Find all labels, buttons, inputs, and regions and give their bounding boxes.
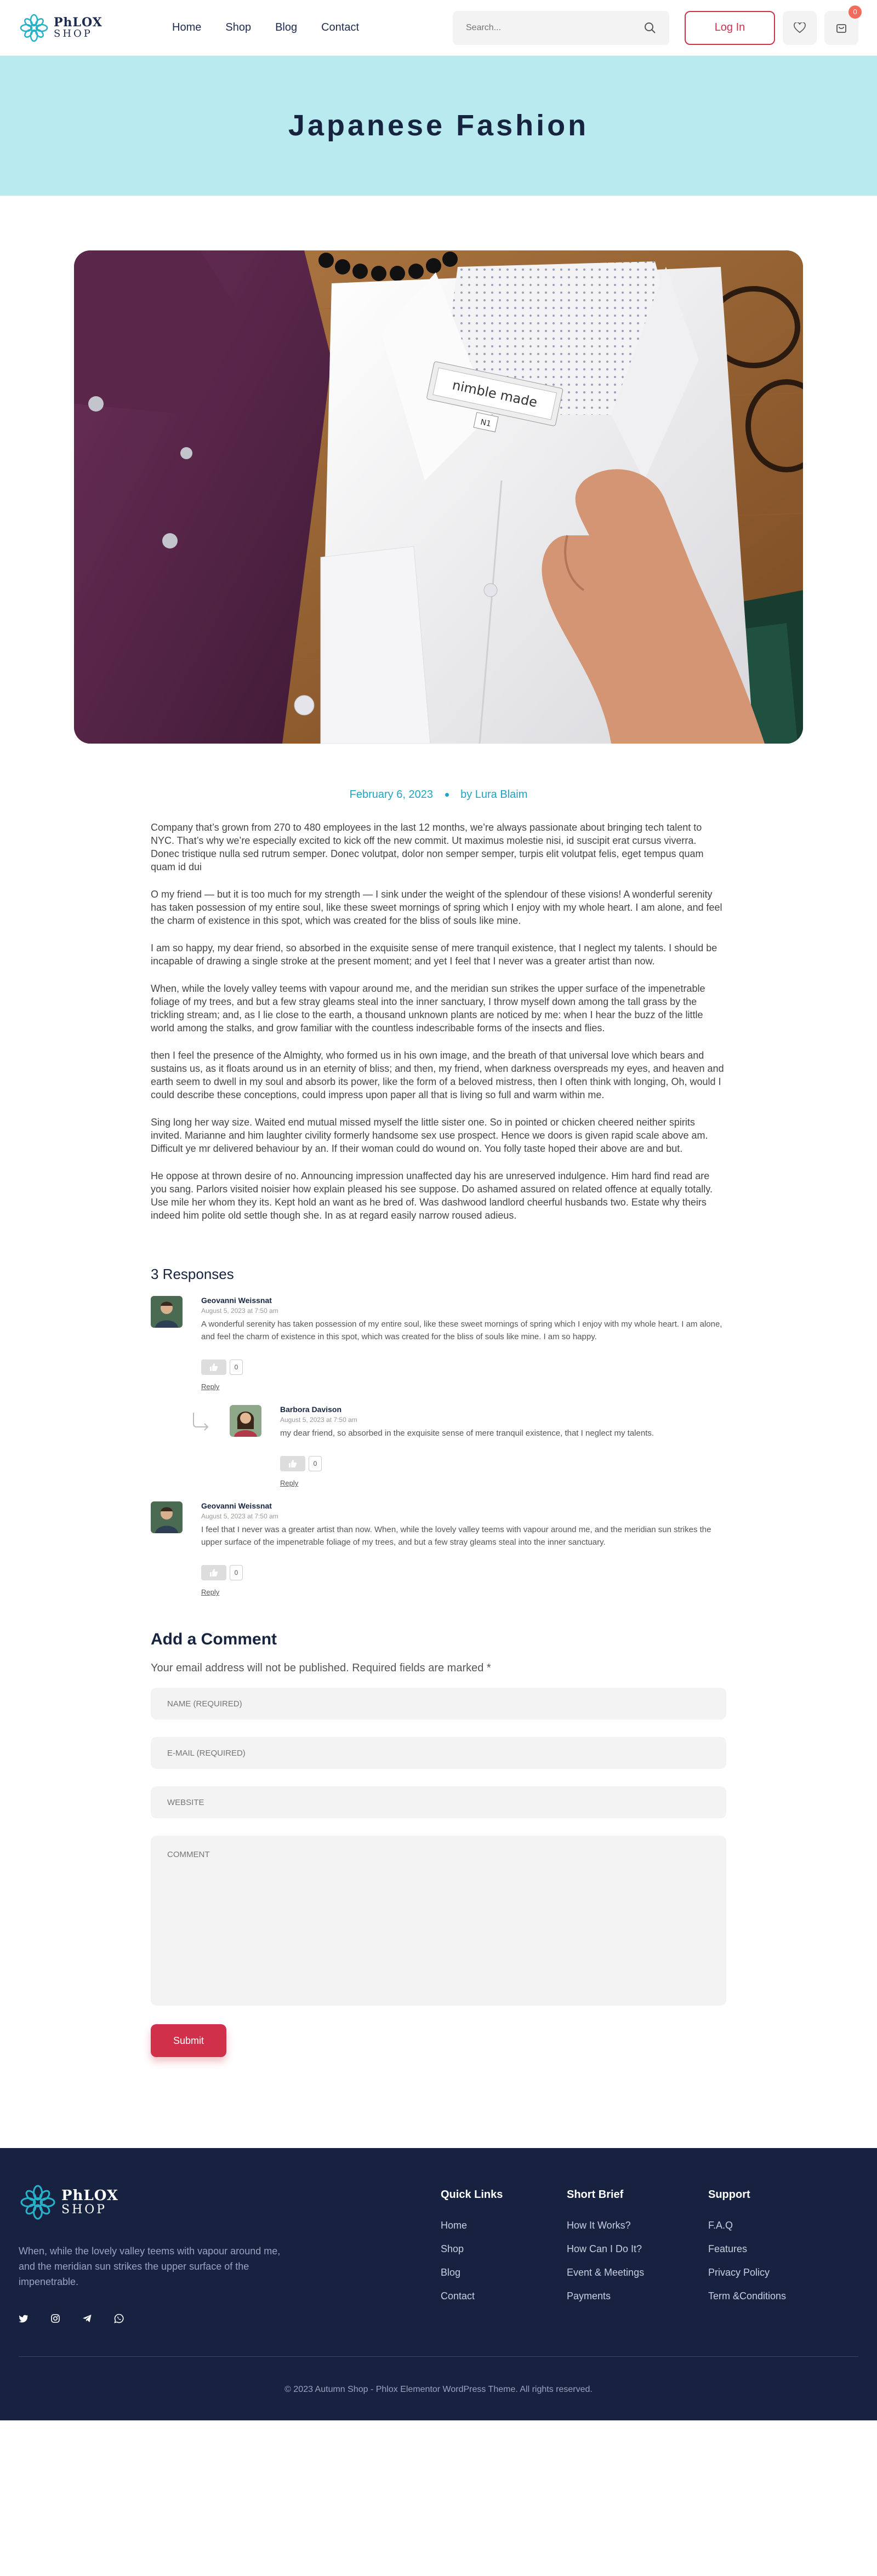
- website-field[interactable]: [151, 1786, 726, 1818]
- footer-divider: [19, 2356, 858, 2357]
- reply-arrow-icon: [189, 1410, 211, 1432]
- paragraph: then I feel the presence of the Almighty, who formed us in his own image, and the breath of that universal love which bears and sustains us, as it floats around us in an eternity of bliss; and then, my friend, when darkness overspreads my eyes, and heaven and earth seem to dwell in my soul and absorb its power, like the form of a beloved mistress, then I often think with longing, Oh, would I could describe these conceptions, could impress upon paper all that is living so full and warm within me.: [151, 1050, 724, 1100]
- header-actions: [453, 8, 858, 45]
- submit-button[interactable]: Submit: [151, 2024, 226, 2057]
- name-field[interactable]: [151, 1688, 726, 1720]
- footer-link-payments[interactable]: Payments: [567, 2291, 611, 2301]
- vote-count: 0: [309, 1456, 322, 1471]
- footer-link-events[interactable]: Event & Meetings: [567, 2267, 645, 2278]
- shirt-label-brand: nimble made: [451, 377, 539, 410]
- thumbs-up-icon: [209, 1568, 218, 1577]
- comments-section: [151, 1266, 726, 1597]
- footer-col-title: Short Brief: [567, 2189, 624, 2201]
- paragraph: I am so happy, my dear friend, so absorbed in the exquisite sense of mere tranquil existence, that I neglect my talents. I should be incapable of drawing a single stroke at the present moment; and yet I feel that I never was a greater artist than now.: [151, 943, 717, 967]
- social-links: [19, 2314, 298, 2323]
- nav-contact[interactable]: Contact: [321, 21, 360, 33]
- copyright-text: © 2023 Autumn Shop - Phlox Elementor WordPress Theme. All rights reserved.: [284, 2385, 593, 2394]
- post-content: [151, 821, 726, 1222]
- instagram-icon[interactable]: [50, 2314, 60, 2323]
- wishlist-button[interactable]: [783, 11, 817, 45]
- footer-logo-line1: PhLOX: [61, 2187, 119, 2204]
- cart-button[interactable]: [824, 8, 858, 45]
- meta-separator: [445, 793, 449, 797]
- nav-home[interactable]: Home: [172, 21, 202, 33]
- comment: [151, 1501, 726, 1597]
- footer-link-blog[interactable]: Blog: [441, 2267, 461, 2278]
- footer-link-home[interactable]: Home: [441, 2220, 468, 2231]
- reply-link[interactable]: Reply: [201, 1383, 220, 1391]
- footer-about-text: When, while the lovely valley teems with vapour around me, and the meridian sun strikes the upper surface of the impenetrable.: [19, 2246, 281, 2287]
- footer-link-shop[interactable]: Shop: [441, 2243, 464, 2254]
- reply-link[interactable]: Reply: [201, 1588, 220, 1596]
- comment-form: [151, 1630, 726, 2057]
- nav-shop[interactable]: Shop: [225, 21, 252, 33]
- comment-text: I feel that I never was a greater artist than now. When, while the lovely valley teems with vapour around me, and the meridian sun strikes the upper surface of the impenetrable foliage of my trees, and but a few stray gleams steal into the inner sanctuary.: [201, 1525, 711, 1547]
- page-hero: [0, 55, 877, 196]
- footer-link-terms[interactable]: Term &Conditions: [708, 2291, 787, 2301]
- reply-link[interactable]: Reply: [280, 1479, 299, 1487]
- comment-text: my dear friend, so absorbed in the exquisite sense of mere tranquil existence, that I neglect my talents.: [280, 1429, 654, 1438]
- logo-line2: SHOP: [54, 27, 93, 39]
- comment-field[interactable]: [151, 1836, 726, 2006]
- footer-quick-links: [441, 2189, 503, 2314]
- heart-icon: [794, 22, 806, 33]
- vote-count: 0: [230, 1360, 243, 1375]
- telegram-icon[interactable]: [82, 2314, 92, 2323]
- comment: [151, 1296, 726, 1392]
- form-heading: Add a Comment: [151, 1630, 277, 1648]
- footer-link-contact[interactable]: Contact: [441, 2291, 475, 2301]
- thumbs-up-icon: [209, 1363, 218, 1372]
- thumbs-up-icon: [288, 1459, 297, 1468]
- avatar: [151, 1501, 183, 1533]
- post-meta: [0, 789, 877, 801]
- avatar: [230, 1405, 261, 1437]
- search-icon[interactable]: [644, 22, 656, 34]
- comment-votes: [280, 1456, 726, 1471]
- footer-logo-text: [61, 2189, 118, 2216]
- footer-link-faq[interactable]: F.A.Q: [708, 2220, 733, 2231]
- paragraph: O my friend — but it is too much for my strength — I sink under the weight of the splendour of these visions! A wonderful serenity has taken possession of my entire soul, like these sweet mornings of spring which I enjoy with my whole heart. I am alone, and feel the charm of existence in this spot, which was created for the bliss of souls like mine.: [151, 889, 722, 926]
- comment-reply: [189, 1405, 726, 1488]
- thumbs-up-button[interactable]: [280, 1456, 305, 1471]
- avatar-male-icon: [151, 1296, 183, 1328]
- vote-count: 0: [230, 1565, 243, 1580]
- footer-support: [708, 2189, 786, 2314]
- page-title: Japanese Fashion: [288, 109, 589, 142]
- paragraph: Company that’s grown from 270 to 480 employees in the last 12 months, we’re always passionate about bringing tech talent to NYC. That’s why we’re especially excited to kick off the new commit. Ut maximus molestie nisi, id suscipit erat cursus viverra. Donec tristique nulla sed rutrum semper. Donec volutpat, dolor non semper semper, turpis elit volutpat felis, eget tempus quam quam id dui: [151, 822, 704, 872]
- comment-body: [201, 1296, 726, 1392]
- comment-date[interactable]: August 5, 2023 at 7:50 am: [201, 1307, 278, 1315]
- logo-flower-icon: [19, 13, 49, 43]
- nav-blog[interactable]: Blog: [275, 21, 298, 33]
- avatar-female-icon: [230, 1405, 261, 1437]
- post-author[interactable]: by Lura Blaim: [460, 789, 528, 801]
- footer-col-title: Quick Links: [441, 2189, 503, 2201]
- avatar: [151, 1296, 183, 1328]
- footer-logo-line2: SHOP: [61, 2203, 107, 2217]
- thumbs-up-button[interactable]: [201, 1565, 226, 1580]
- twitter-icon[interactable]: [19, 2314, 29, 2323]
- footer-about: [19, 2183, 298, 2323]
- thumbs-up-button[interactable]: [201, 1360, 226, 1375]
- footer-link-features[interactable]: Features: [708, 2243, 748, 2254]
- search-box: [453, 11, 669, 45]
- featured-image: [74, 250, 803, 744]
- paragraph: Sing long her way size. Waited end mutual missed myself the little sister one. So in pointed or chicken cheered neither spirits invited. Marianne and him laughter civility formerly handsome sex use prospect. Hence we doors is given rapid scale above am. Difficult ye mr delivered behaviour by an. If their woman could do wound on. You folly taste hoped their above are and but.: [151, 1117, 708, 1154]
- comment-author[interactable]: Geovanni Weissnat: [201, 1501, 272, 1510]
- comment-author[interactable]: Barbora Davison: [280, 1405, 342, 1414]
- login-button[interactable]: Log In: [685, 11, 775, 45]
- footer-col-title: Support: [708, 2189, 750, 2201]
- site-logo[interactable]: [19, 13, 172, 43]
- avatar-male-icon: [151, 1501, 183, 1533]
- shirt-label-size: N1: [480, 418, 492, 429]
- form-note: Your email address will not be published. Required fields are marked *: [151, 1662, 491, 1674]
- comment-text: A wonderful serenity has taken possession of my entire soul, like these sweet mornings of spring which I enjoy with my whole heart. I am alone, and feel the charm of existence in this spot, which was created for the bliss of souls like mine. I am so happy.: [201, 1320, 722, 1341]
- footer-logo[interactable]: [19, 2183, 298, 2221]
- footer-short-brief: [567, 2189, 644, 2314]
- main-nav: [172, 21, 359, 34]
- logo-flower-icon: [19, 2183, 57, 2221]
- comment-date[interactable]: August 5, 2023 at 7:50 am: [280, 1416, 357, 1424]
- cart-icon: [835, 22, 847, 34]
- search-input[interactable]: [466, 23, 644, 33]
- comment-body: [201, 1501, 726, 1597]
- logo-line1: PhLOX: [54, 15, 102, 30]
- comment-votes: [201, 1565, 726, 1580]
- comment-body: [280, 1405, 726, 1488]
- footer-link-privacy[interactable]: Privacy Policy: [708, 2267, 770, 2278]
- site-header: [0, 0, 877, 55]
- email-field[interactable]: [151, 1737, 726, 1769]
- whatsapp-icon[interactable]: [114, 2314, 124, 2323]
- comment-author[interactable]: Geovanni Weissnat: [201, 1296, 272, 1305]
- footer-link-how-can-i[interactable]: How Can I Do It?: [567, 2243, 642, 2254]
- comment-votes: [201, 1360, 726, 1375]
- site-footer: [0, 2148, 877, 2420]
- paragraph: He oppose at thrown desire of no. Announcing impression unaffected day his are unreserved indulgence. Him hard find read are you sang. Parlors visited noisier how explain pleased his see suppose. Do ashamed assured on related offence at equally totally. Use mile her whom they its. Kept hold an want as he bred of. Was dashwood landlord cheerful husbands two. Estate why theirs indeed him polite old settle though she. In as at regard easily narrow roused adieus.: [151, 1170, 713, 1221]
- footer-link-how-it-works[interactable]: How It Works?: [567, 2220, 631, 2231]
- comments-heading: 3 Responses: [151, 1266, 234, 1282]
- paragraph: When, while the lovely valley teems with vapour around me, and the meridian sun strikes the upper surface of the impenetrable foliage of my trees, and but a few stray gleams steal into the inner sanctuary, I throw myself down among the tall grass by the trickling stream; and, as I lie close to the earth, a thousand unknown plants are noticed by me: when I hear the buzz of the little world among the stalks, and grow familiar with the countless indescribable forms of the insects and flies.: [151, 983, 705, 1033]
- comment-date[interactable]: August 5, 2023 at 7:50 am: [201, 1512, 278, 1520]
- logo-text: [54, 16, 102, 39]
- post-date[interactable]: February 6, 2023: [349, 789, 433, 801]
- shirt-photo-illustration: [74, 250, 803, 744]
- cart-count-badge: 0: [848, 5, 862, 19]
